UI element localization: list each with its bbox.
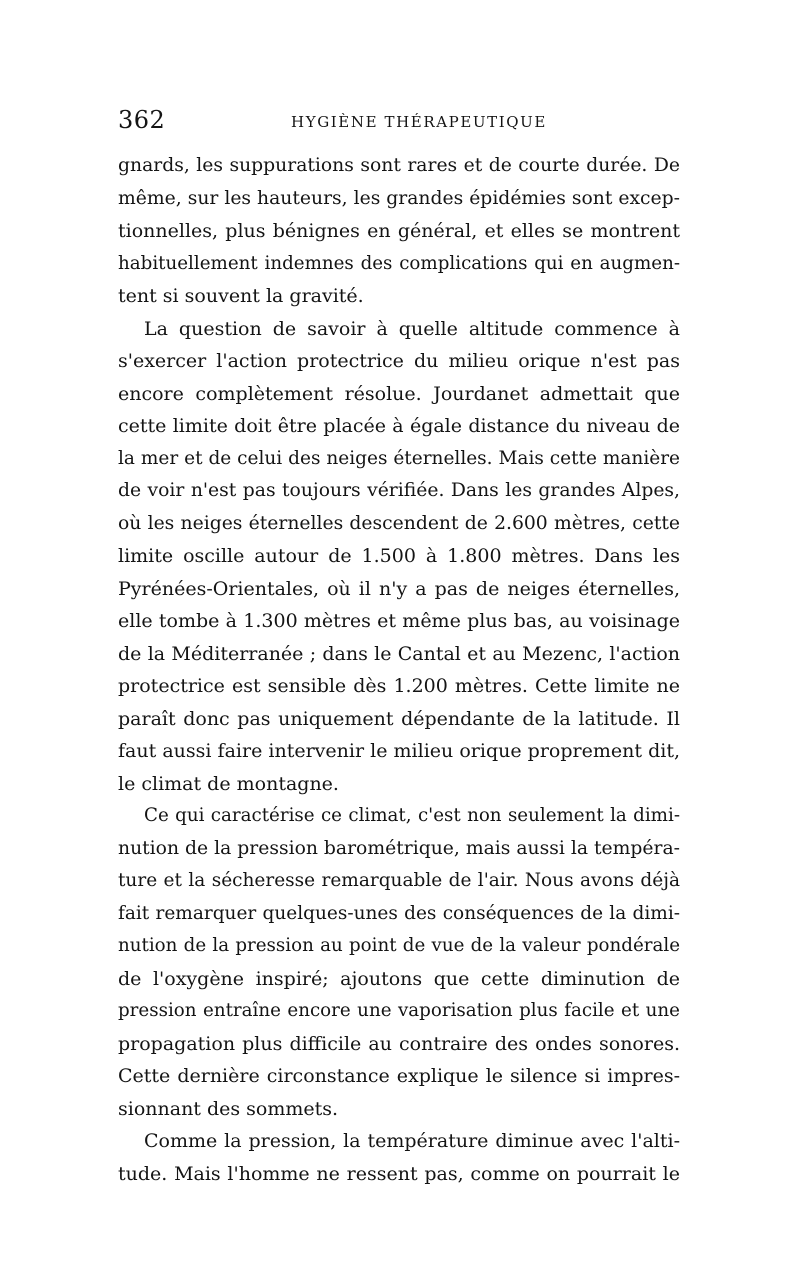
text-line: Pyrénées-Orientales, où il n'y a pas de neiges éternelles,: [118, 577, 680, 600]
text-line: Comme la pression, la température diminue avec l'alti-: [144, 1130, 680, 1152]
text-line: tent si souvent la gravité.: [118, 285, 364, 307]
text-line: limite oscille autour de 1.500 à 1.800 mètres. Dans les: [118, 545, 680, 567]
text-line: cette limite doit être placée à égale distance du niveau de: [118, 415, 680, 437]
body-text: [118, 150, 680, 1190]
text-line: fait remarquer quelques-unes des conséquences de la dimi-: [118, 902, 680, 924]
paragraph: [118, 1125, 680, 1190]
text-line: la mer et de celui des neiges éternelles. Mais cette manière: [118, 447, 680, 469]
paragraph: [118, 313, 680, 801]
text-line: habituellement indemnes des complications qui en augmen-: [118, 252, 680, 274]
running-head: [118, 100, 680, 140]
text-line: pression entraîne encore une vaporisation plus facile et une: [118, 1000, 680, 1021]
text-line: de la Méditerranée ; dans le Cantal et au Mezenc, l'action: [118, 642, 680, 665]
text-line: nution de la pression au point de vue de la valeur pondérale: [118, 935, 680, 956]
text-line: même, sur les hauteurs, les grandes épidémies sont excep-: [118, 187, 680, 209]
text-line: le climat de montagne.: [118, 772, 339, 795]
running-title: HYGIÈNE THÉRAPEUTIQUE: [291, 113, 547, 131]
text-line: protectrice est sensible dès 1.200 mètres. Cette limite ne: [118, 675, 680, 697]
text-line: La question de savoir à quelle altitude commence à: [144, 317, 680, 340]
text-line: nution de la pression barométrique, mais aussi la tempéra-: [118, 837, 680, 859]
text-line: tude. Mais l'homme ne ressent pas, comme on pourrait le: [118, 1162, 680, 1185]
text-line: s'exercer l'action protectrice du milieu orique n'est pas: [118, 350, 680, 372]
page-number: 362: [118, 106, 166, 134]
text-line: propagation plus difficile au contraire des ondes sonores.: [118, 1032, 680, 1055]
text-line: ture et la sécheresse remarquable de l'air. Nous avons déjà: [118, 870, 680, 891]
text-line: où les neiges éternelles descendent de 2.600 mètres, cette: [118, 512, 680, 534]
text-line: sionnant des sommets.: [118, 1097, 339, 1120]
text-line: encore complètement résolue. Jourdanet admettait que: [118, 382, 680, 405]
text-line: paraît donc pas uniquement dépendante de la latitude. Il: [118, 707, 680, 730]
text-line: elle tombe à 1.300 mètres et même plus bas, au voisinage: [118, 610, 680, 632]
text-line: Cette dernière circonstance explique le silence si impres-: [118, 1065, 680, 1087]
text-line: gnards, les suppurations sont rares et de courte durée. De: [118, 155, 680, 176]
text-line: tionnelles, plus bénignes en général, et elles se montrent: [118, 220, 680, 242]
text-line: de l'oxygène inspiré; ajoutons que cette diminution de: [118, 967, 680, 990]
paragraph: [118, 150, 680, 313]
text-line: de voir n'est pas toujours vérifiée. Dans les grandes Alpes,: [118, 480, 680, 501]
paragraph: [118, 800, 680, 1125]
text-line: faut aussi faire intervenir le milieu orique proprement dit,: [118, 740, 680, 762]
text-line: Ce qui caractérise ce climat, c'est non seulement la dimi-: [144, 805, 680, 826]
